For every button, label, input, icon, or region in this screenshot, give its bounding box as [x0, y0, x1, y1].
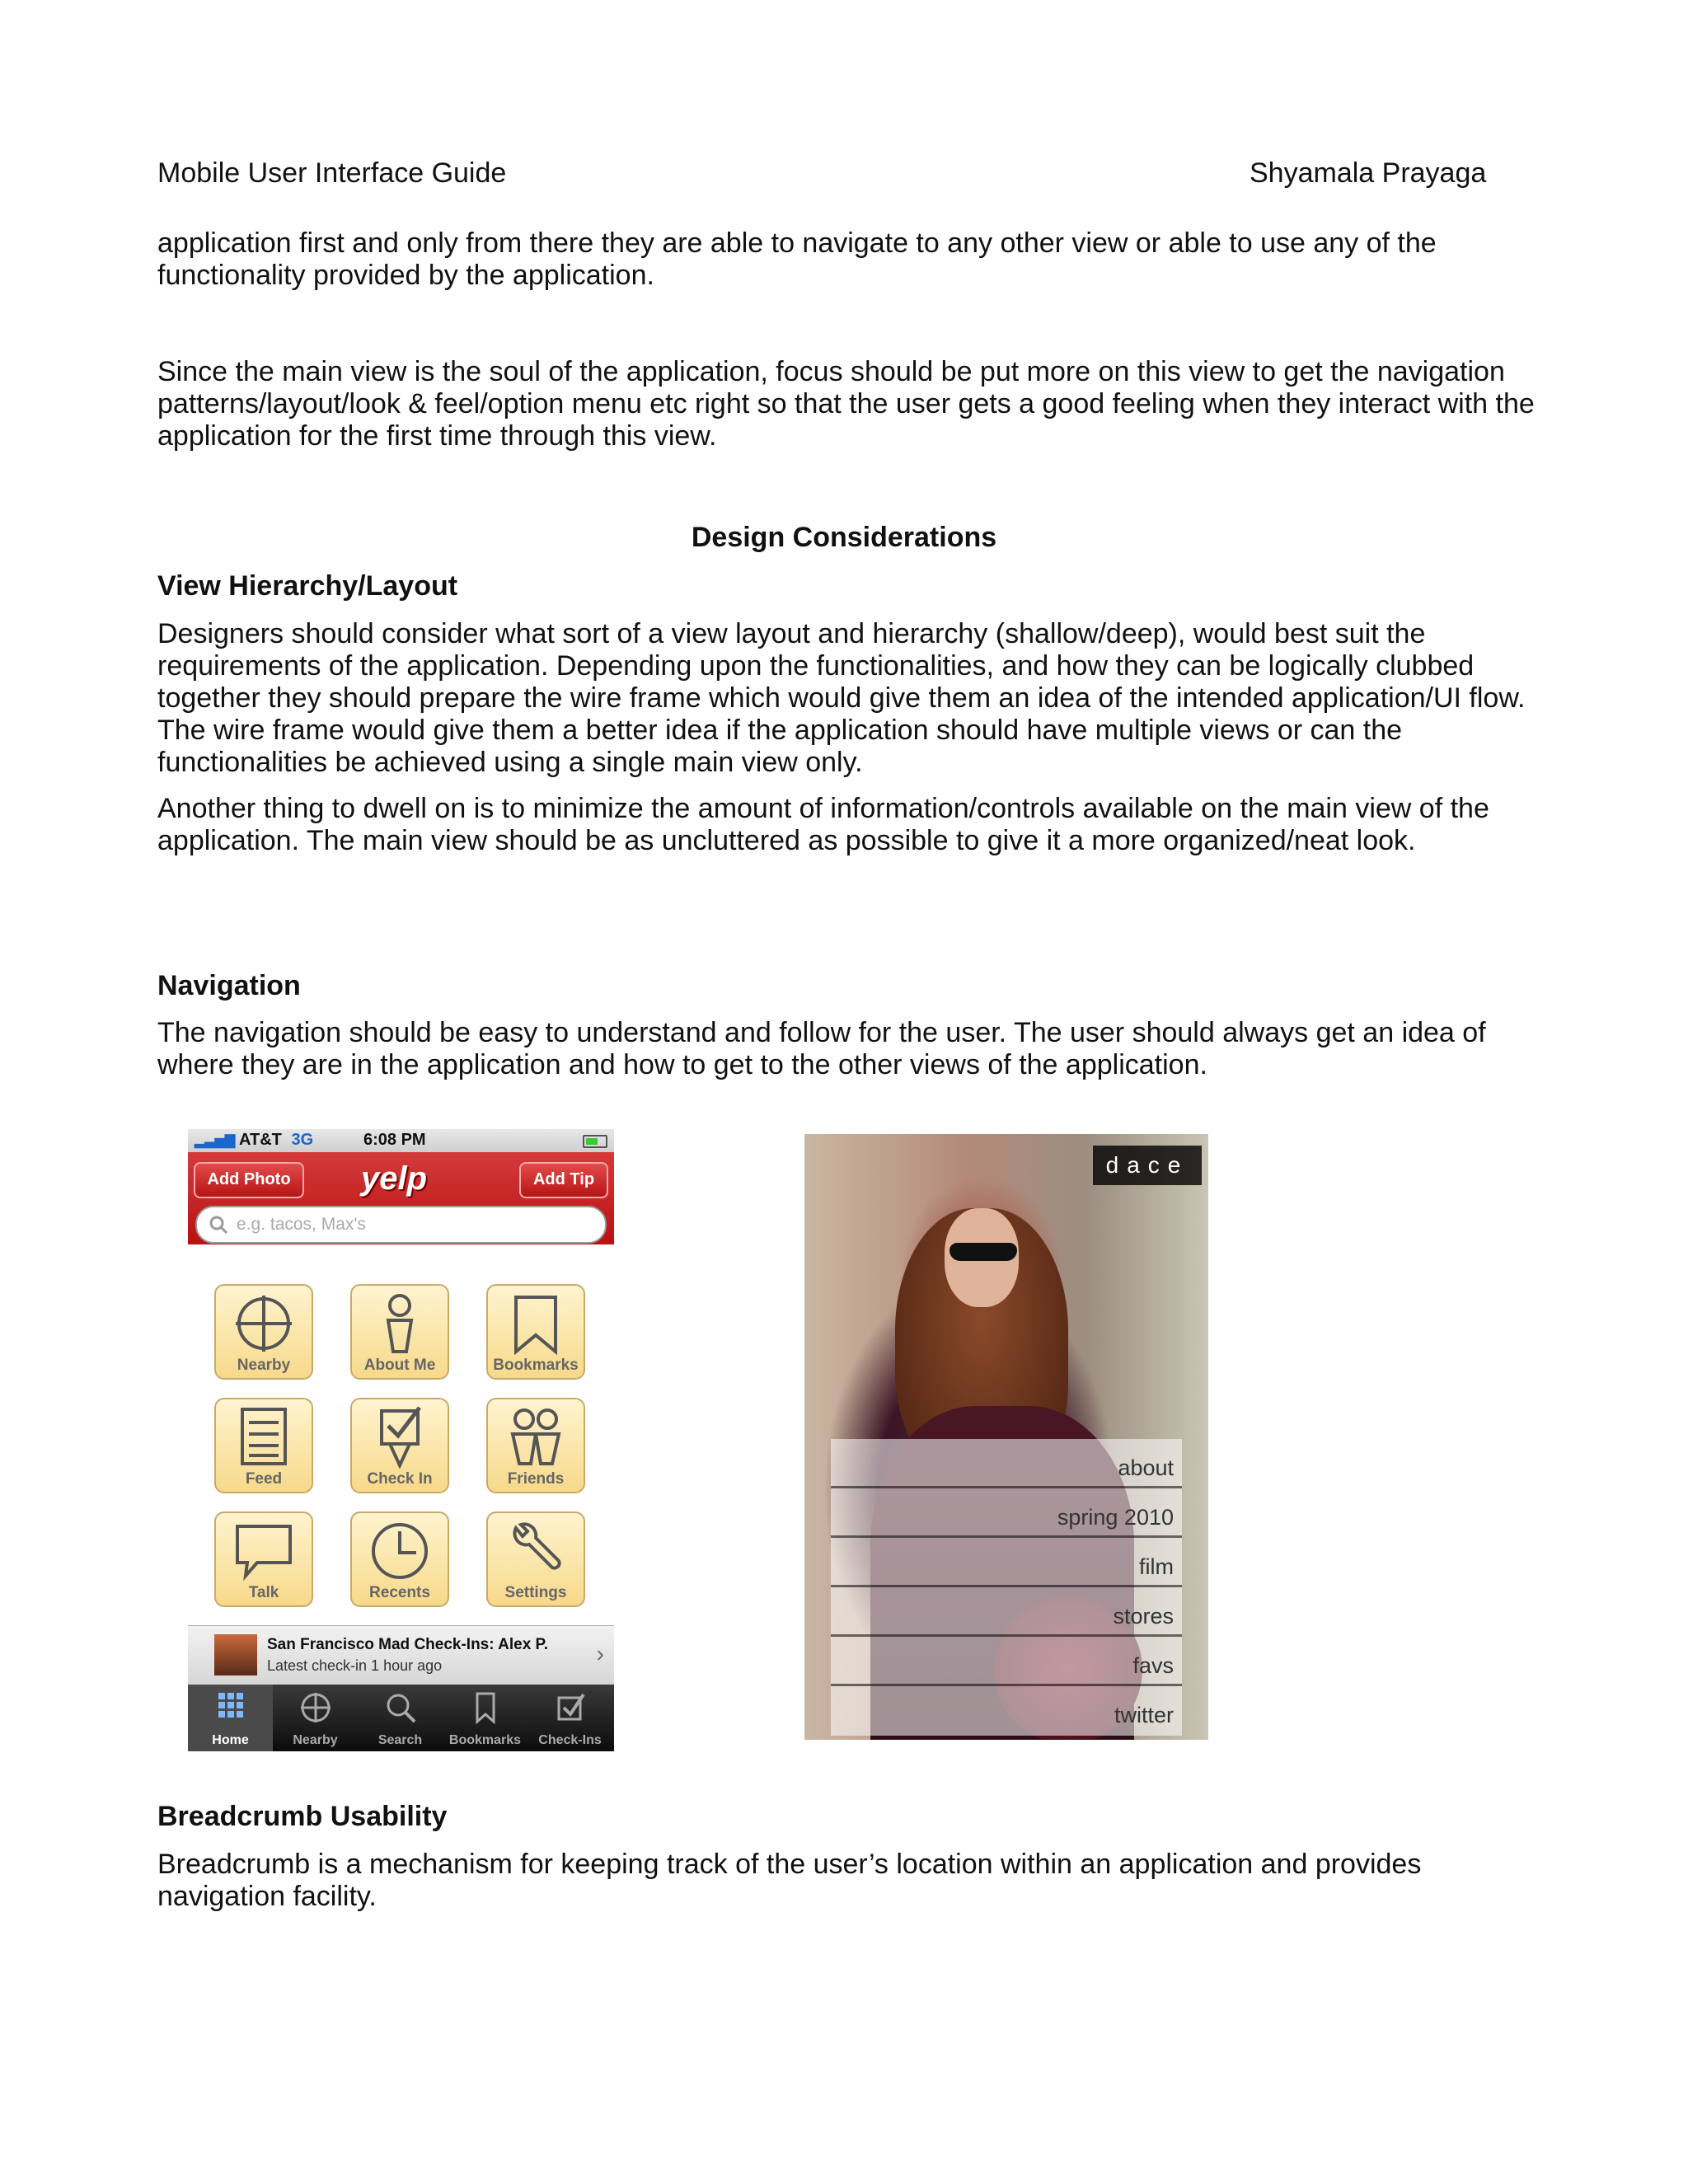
- doc-header-author: Shyamala Prayaga: [1250, 157, 1487, 189]
- status-bar: [188, 1129, 614, 1152]
- tile-settings[interactable]: Settings: [486, 1511, 585, 1607]
- battery-icon: [583, 1135, 607, 1148]
- intro-paragraph-1: application first and only from there they are able to navigate to any other view or able to use any of the functionality provided by the application.: [157, 227, 1437, 291]
- section-title: Design Considerations: [691, 522, 997, 553]
- bookmark-icon: [469, 1691, 502, 1724]
- check-in-icon: [554, 1691, 587, 1724]
- menu-item-film[interactable]: film: [831, 1538, 1182, 1587]
- tile-check-in[interactable]: Check In: [350, 1398, 449, 1493]
- tab-nearby[interactable]: Nearby: [273, 1685, 358, 1751]
- dace-app-screenshot: [804, 1134, 1208, 1740]
- yelp-logo: yelp: [361, 1160, 428, 1197]
- tile-bookmarks[interactable]: Bookmarks: [486, 1284, 585, 1380]
- tile-feed[interactable]: Feed: [214, 1398, 313, 1493]
- add-tip-button[interactable]: Add Tip: [519, 1162, 608, 1198]
- breadcrumb-heading: Breadcrumb Usability: [157, 1801, 448, 1832]
- check-in-icon: [368, 1406, 431, 1469]
- search-icon: [209, 1215, 228, 1235]
- tile-about-me[interactable]: About Me: [350, 1284, 449, 1380]
- tile-friends[interactable]: Friends: [486, 1398, 585, 1493]
- clock-icon: [368, 1520, 431, 1582]
- menu-item-twitter[interactable]: twitter: [1114, 1703, 1174, 1727]
- view-hierarchy-paragraph-2: Another thing to dwell on is to minimize the amount of information/controls available on the main view of the application. The main view should be as uncluttered as possible to give it a more organized/neat look.: [157, 793, 1489, 856]
- checkin-subtitle: Latest check-in 1 hour ago: [267, 1657, 443, 1674]
- person-icon: [368, 1292, 431, 1355]
- latest-checkin-row[interactable]: [188, 1625, 614, 1685]
- navigation-paragraph: The navigation should be easy to understand and follow for the user. The user should always get an idea of where they are in the application and how to get to the other views of the application.: [157, 1017, 1486, 1080]
- feed-icon: [232, 1406, 295, 1469]
- add-photo-button[interactable]: Add Photo: [194, 1162, 304, 1198]
- tab-bar: [188, 1685, 614, 1751]
- tile-talk[interactable]: Talk: [214, 1511, 313, 1607]
- checkin-title: San Francisco Mad Check-Ins: Alex P.: [267, 1636, 549, 1653]
- crosshair-icon: [232, 1292, 295, 1355]
- menu-item-about[interactable]: about: [831, 1439, 1182, 1488]
- menu-item-favs[interactable]: favs: [831, 1637, 1182, 1686]
- bookmark-icon: [504, 1292, 567, 1355]
- menu-item-spring-2010[interactable]: spring 2010: [831, 1488, 1182, 1538]
- tab-check-ins[interactable]: Check-Ins: [528, 1685, 612, 1751]
- friends-icon: [504, 1406, 567, 1469]
- navigation-heading: Navigation: [157, 970, 301, 1001]
- crosshair-icon: [299, 1691, 332, 1724]
- tile-nearby[interactable]: Nearby: [214, 1284, 313, 1380]
- yelp-header: [188, 1152, 614, 1244]
- search-input[interactable]: e.g. tacos, Max's: [195, 1206, 607, 1244]
- tab-bookmarks[interactable]: Bookmarks: [443, 1685, 528, 1751]
- carrier-label: ▂▃▅▇ AT&T 3G: [195, 1131, 314, 1149]
- search-icon: [384, 1691, 417, 1724]
- grid-icon: [217, 1691, 245, 1719]
- breadcrumb-paragraph: Breadcrumb is a mechanism for keeping track of the user’s location within an application and provides navigation facility.: [157, 1849, 1422, 1912]
- sunglasses: [950, 1243, 1017, 1261]
- view-hierarchy-paragraph-1: Designers should consider what sort of a view layout and hierarchy (shallow/deep), would best suit the requirements of the application. Depending upon the functionalities, and how they can be logically clubbed together they should prepare the wire frame which would give them an idea of the intended application/UI flow. The wire frame would give them a better idea if the application should have multiple views or can the functionalities be achieved using a single main view only.: [157, 618, 1526, 778]
- tab-home[interactable]: Home: [188, 1685, 273, 1751]
- speech-bubble-icon: [232, 1520, 295, 1582]
- view-hierarchy-heading: View Hierarchy/Layout: [157, 570, 458, 602]
- intro-paragraph-2: Since the main view is the soul of the application, focus should be put more on this view to get the navigation patterns/layout/look & feel/option menu etc right so that the user gets a good feeling when they interact with the application for the first time through this view.: [157, 356, 1535, 452]
- dace-logo: dace: [1093, 1146, 1202, 1185]
- chevron-right-icon: ›: [596, 1641, 604, 1666]
- signal-icon: ▂▃▅▇: [195, 1134, 236, 1148]
- doc-header-title: Mobile User Interface Guide: [157, 157, 507, 189]
- clock: 6:08 PM: [363, 1131, 426, 1149]
- tile-recents[interactable]: Recents: [350, 1511, 449, 1607]
- menu-item-stores[interactable]: stores: [831, 1587, 1182, 1637]
- dace-menu: [831, 1439, 1182, 1736]
- tab-search[interactable]: Search: [358, 1685, 443, 1751]
- yelp-app-screenshot: [188, 1129, 614, 1751]
- wrench-icon: [504, 1520, 567, 1582]
- avatar: [214, 1634, 257, 1675]
